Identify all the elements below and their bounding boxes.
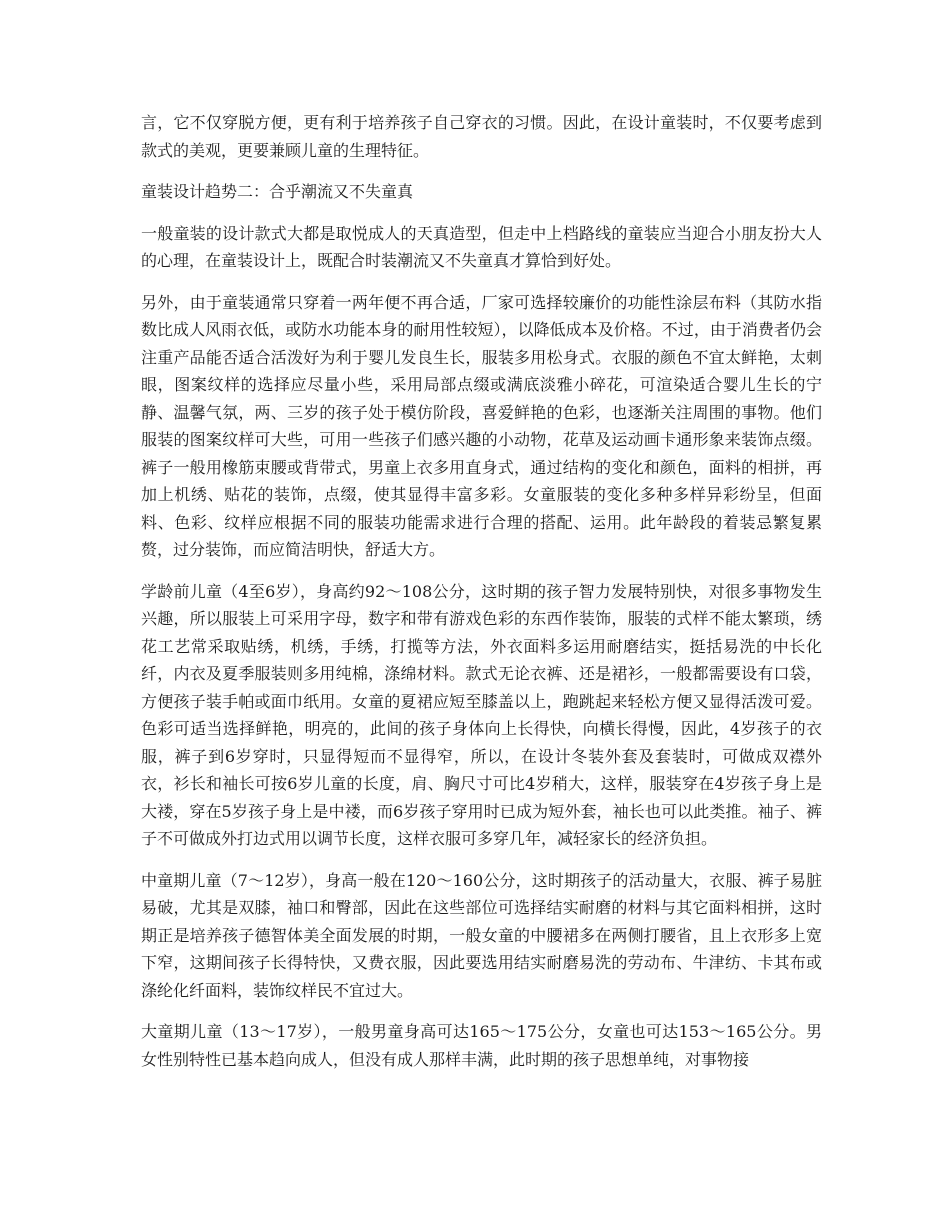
paragraph-adolescent-children: 大童期儿童（13～17岁），一般男童身高可达165～175公分，女童也可达153～165公分。男女性别特性已基本趋向成人，但没有成人那样丰满，此时期的孩子思想单纯，对事物接 (141, 1022, 822, 1069)
paragraph-body-continued: 言，它不仅穿脱方便，更有利于培养孩子自己穿衣的习惯。因此，在设计童装时，不仅要考虑到款式的美观，更要兼顾儿童的生理特征。 (141, 113, 822, 160)
paragraph-trend-description: 一般童装的设计款式大都是取悦成人的天真造型，但走中上档路线的童装应当迎合小朋友扮大人的心理，在童装设计上，既配合时装潮流又不失童真才算恰到好处。 (141, 223, 822, 270)
section-heading-trend-two: 童装设计趋势二：合乎潮流又不失童真 (141, 182, 414, 201)
paragraph-preschool-children: 学龄前儿童（4至6岁），身高约92～108公分，这时期的孩子智力发展特别快，对很多事物发生兴趣，所以服装上可采用字母，数字和带有游戏色彩的东西作装饰，服装的式样不能太繁琐，绣花工艺常采取贴绣，机绣，手绣，打揽等方法，外衣面料多运用耐磨结实，挺括易洗的中长化纤，内衣及夏季服装则多用纯棉，涤绵材料。款式无论衣裤、还是裙衫，一般都需要设有口袋，方便孩子装手帕或面巾纸用。女童的夏裙应短至膝盖以上，跑跳起来轻松方便又显得活泼可爱。色彩可适当选择鲜艳，明亮的，此间的孩子身体向上长得快，向横长得慢，因此，4岁孩子的衣服，裤子到6岁穿时，只显得短而不显得窄，所以，在设计冬装外套及套装时，可做成双襟外衣，衫长和袖长可按6岁儿童的长度，肩、胸尺寸可比4岁稍大，这样，服装穿在4岁孩子身上是大褛，穿在5岁孩子身上是中褛，而6岁孩子穿用时已成为短外套，袖长也可以此类推。袖子、裤子不可做成外打边式用以调节长度，这样衣服可多穿几年，减轻家长的经济负担。 (141, 581, 822, 848)
paragraph-fabric-and-infant: 另外，由于童装通常只穿着一两年便不再合适，厂家可选择较廉价的功能性涂层布料（其防水指数比成人风雨衣低，或防水功能本身的耐用性较短），以降低成本及价格。不过，由于消费者仍会注重产品能否适合活泼好为利于婴儿发良生长，服装多用松身式。衣服的颜色不宜太鲜艳，太刺眼，图案纹样的选择应尽量小些，采用局部点缀或满底淡雅小碎花，可渲染适合婴儿生长的宁静、温馨气氛，两、三岁的孩子处于模仿阶段，喜爱鲜艳的色彩，也逐渐关注周围的事物。他们服装的图案纹样可大些，可用一些孩子们感兴趣的小动物，花草及运动画卡通形象来装饰点缀。裤子一般用橡筋束腰或背带式，男童上衣多用直身式，通过结构的变化和颜色，面料的相拼，再加上机绣、贴花的装饰，点缀，使其显得丰富多彩。女童服装的变化多种多样异彩纷呈，但面料、色彩、纹样应根据不同的服装功能需求进行合理的搭配、运用。此年龄段的着装忌繁复累赘，过分装饰，而应简洁明快，舒适大方。 (141, 292, 822, 559)
paragraph-middle-childhood: 中童期儿童（7～12岁），身高一般在120～160公分，这时期孩子的活动量大，衣服、裤子易脏易破，尤其是双膝，袖口和臀部，因此在这些部位可选择结实耐磨的材料与其它面料相拼，这时期正是培养孩子德智体美全面发展的时期，一般女童的中腰裙多在两侧打腰省，且上衣形多上宽下窄，这期间孩子长得特快，又费衣服，因此要选用结实耐磨易洗的劳动布、牛津纺、卡其布或涤纶化纤面料，装饰纹样民不宜过大。 (141, 870, 822, 1000)
